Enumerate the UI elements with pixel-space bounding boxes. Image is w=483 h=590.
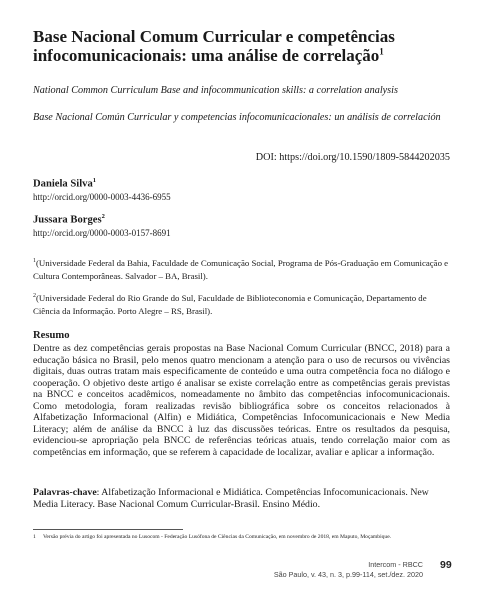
author-2-orcid-link[interactable]: http://orcid.org/0000-0003-0157-8691 [33, 228, 171, 238]
doi-link[interactable]: DOI: https://doi.org/10.1590/1809-5844202035 [255, 152, 450, 163]
author-1-name: Daniela Silva [33, 178, 93, 190]
abstract-body: Dentre as dez competências gerais propostas na Base Nacional Comum Curricular (BNCC, 2018) para a educação básica no Brasil, pelo menos quatro mencionam a atenção para o uso de recursos ou vivências digitais, duas outras tratam mais especificamente de conteúdo e uma outra competência foca no diálogo e cooperação. O objetivo deste artigo é analisar se existe correlação entre as competências gerais previstas na BNCC e conceitos acadêmicos, nomeadamente no âmbito das competências infocomunicacionais. Como metodologia, foram realizadas revisão bibliográfica sobre os conceitos relacionados à Alfabetização Informacional (Alfin) e Midiática, Competências Infocomunicacionais e New Media Literacy; além de análise da BNCC à luz das discussões teóricas. Entre os resultados da pesquisa, evidenciou-se apropriação pela BNCC de referências teóricas atuais, tendo correlação maior com as competências em informação, que se referem à capacidade de localizar, avaliar e aplicar a informação. [33, 343, 450, 458]
title-footnote-marker[interactable]: 1 [379, 46, 384, 57]
spanish-title: Base Nacional Común Curricular y competencias infocomunicacionales: un análisis de correlación [33, 112, 441, 123]
author-2-marker: 2 [101, 213, 105, 220]
footnote-marker: 1 [33, 534, 36, 540]
journal-citation: São Paulo, v. 43, n. 3, p.99-114, set./dez. 2020 [273, 570, 423, 579]
abstract-heading: Resumo [33, 330, 70, 341]
footnote [33, 533, 433, 542]
affiliation-2-marker: 2 [33, 293, 36, 299]
author-name [33, 213, 105, 226]
article-title-text: Base Nacional Comum Curricular e competências infocomunicacionais: uma análise de correlação [33, 27, 395, 65]
page-number: 99 [440, 559, 452, 571]
affiliation-1-marker: 1 [33, 258, 36, 264]
journal-info [274, 560, 423, 580]
footnote-divider [33, 529, 183, 530]
affiliation-2 [33, 290, 450, 319]
author-2-name: Jussara Borges [33, 214, 102, 226]
affiliation-1 [33, 255, 450, 284]
author-1-orcid-link[interactable]: http://orcid.org/0000-0003-4436-6955 [33, 192, 171, 202]
keywords-text: : Alfabetização Informacional e Midiática. Competências Infocomunicacionais. New Media Literacy. Base Nacional Comum Curricular-Brasil. Ensino Médio. [33, 487, 429, 510]
affiliation-2-text: (Universidade Federal do Rio Grande do Sul, Faculdade de Biblioteconomia e Comunicação, Departamento de Ciência da Informação. Porto Alegre – RS, Brasil). [33, 292, 427, 317]
journal-name: Intercom - RBCC [368, 560, 423, 569]
footnote-text: Versão prévia do artigo foi apresentada no Lusocom - Federação Lusófona de Ciências da Comunicação, em novembro de 2018, em Maputo, Moçambique. [43, 534, 392, 540]
keywords [33, 487, 450, 511]
author-name [33, 177, 96, 190]
author-1-marker: 1 [92, 177, 96, 184]
article-title [33, 27, 450, 65]
keywords-label: Palavras-chave [33, 487, 97, 498]
english-title: National Common Curriculum Base and infocommunication skills: a correlation analysis [33, 85, 398, 96]
affiliation-1-text: (Universidade Federal da Bahia, Faculdade de Comunicação Social, Programa de Pós-Graduação em Comunicação e Cultura Contemporâneas. Salvador – BA, Brasil). [33, 257, 449, 282]
